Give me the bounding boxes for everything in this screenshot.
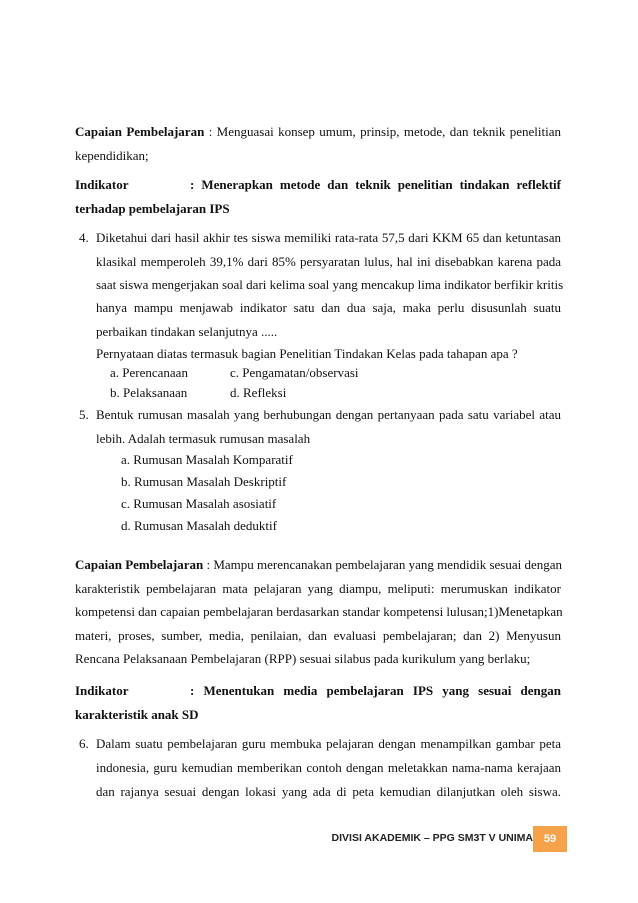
cp-label: Capaian Pembelajaran: [75, 124, 205, 139]
page-number: 59: [533, 826, 567, 852]
question-number: 4.: [79, 230, 89, 245]
option-a: a. Perencanaan: [110, 365, 188, 380]
cp-paragraph-2: [75, 557, 561, 573]
question-prompt: Pernyataan diatas termasuk bagian Penelitian Tindakan Kelas pada tahapan apa ?: [96, 346, 518, 361]
option-d: d. Refleksi: [230, 385, 287, 400]
footer-text: DIVISI AKADEMIK – PPG SM3T V UNIMA: [331, 832, 533, 844]
indicator-label: Indikator: [75, 683, 129, 698]
cp-text-line: Rencana Pelaksanaan Pembelajaran (RPP) sesuai silabus pada kurikulum yang berlaku;: [75, 651, 531, 666]
indicator-paragraph-2: [75, 683, 561, 699]
cp-label: Capaian Pembelajaran: [75, 557, 204, 572]
option-c: c. Rumusan Masalah asosiatif: [121, 496, 277, 511]
indicator-text-continued: [75, 707, 199, 723]
cp-text: : Menguasai konsep umum, prinsip, metode, dan teknik penelitian: [208, 124, 561, 139]
question-line: dan rajanya sesuai dengan lokasi yang ada di peta kemudian dilanjutkan oleh siswa.: [96, 784, 561, 799]
question-line: Diketahui dari hasil akhir tes siswa memiliki rata-rata 57,5 dari KKM 65 dan ketuntasan: [96, 230, 561, 245]
option-c: c. Pengamatan/observasi: [230, 365, 359, 380]
option-d: d. Rumusan Masalah deduktif: [121, 518, 277, 533]
question-line: lebih. Adalah termasuk rumusan masalah: [96, 431, 311, 446]
option-b: b. Pelaksanaan: [110, 385, 188, 400]
indicator-label: Indikator: [75, 177, 129, 192]
page-footer: [0, 826, 638, 852]
question-line: Bentuk rumusan masalah yang berhubungan dengan pertanyaan pada satu variabel atau: [96, 407, 561, 422]
question-line: klasikal memperoleh 39,1% dari 85% persyaratan lulus, hal ini disebabkan karena pada: [96, 254, 561, 269]
indicator-text-continued-bold: terhadap pembelajaran IPS: [75, 201, 230, 216]
cp-text-line: kompetensi dan capaian pembelajaran berdasarkan standar kompetensi lulusan;1)Menetapkan: [75, 604, 563, 619]
indicator-text: : Menentukan media pembelajaran IPS yang sesuai dengan: [190, 683, 561, 698]
option-b: b. Rumusan Masalah Deskriptif: [121, 474, 287, 489]
cp-text-line: karakteristik pembelajaran mata pelajaran yang diampu, meliputi: merumuskan indikator: [75, 581, 561, 596]
question-line: saat siswa mengerjakan soal dari kelima soal yang mencakup lima indikator berfikir kritis: [96, 277, 564, 292]
option-a: a. Rumusan Masalah Komparatif: [121, 452, 293, 467]
indicator-text: : Menerapkan metode dan teknik penelitian tindakan reflektif: [190, 177, 561, 192]
question-line: Dalam suatu pembelajaran guru membuka pelajaran dengan menampilkan gambar peta: [96, 736, 561, 751]
indicator-paragraph-1: [75, 177, 561, 193]
indicator-text-continued: [75, 201, 230, 217]
cp-text-continued: kependidikan;: [75, 148, 149, 163]
question-number: 5.: [79, 407, 89, 422]
question-line: hanya mampu menjawab indikator satu dan dua saja, maka perlu disusunlah suatu: [96, 300, 561, 315]
indicator-text-continued-bold: karakteristik anak SD: [75, 707, 199, 722]
cp-paragraph-1: [75, 124, 561, 140]
cp-text: : Mampu merencanakan pembelajaran yang mendidik sesuai dengan: [206, 557, 563, 572]
cp-text-line: materi, proses, sumber, media, penilaian, dan evaluasi pembelajaran; dan 2) Menyusun: [75, 628, 561, 643]
question-line: perbaikan tindakan selanjutnya .....: [96, 324, 278, 339]
question-number: 6.: [79, 736, 89, 751]
question-line: indonesia, guru kemudian memberikan contoh dengan meletakkan nama-nama kerajaan: [96, 760, 561, 775]
